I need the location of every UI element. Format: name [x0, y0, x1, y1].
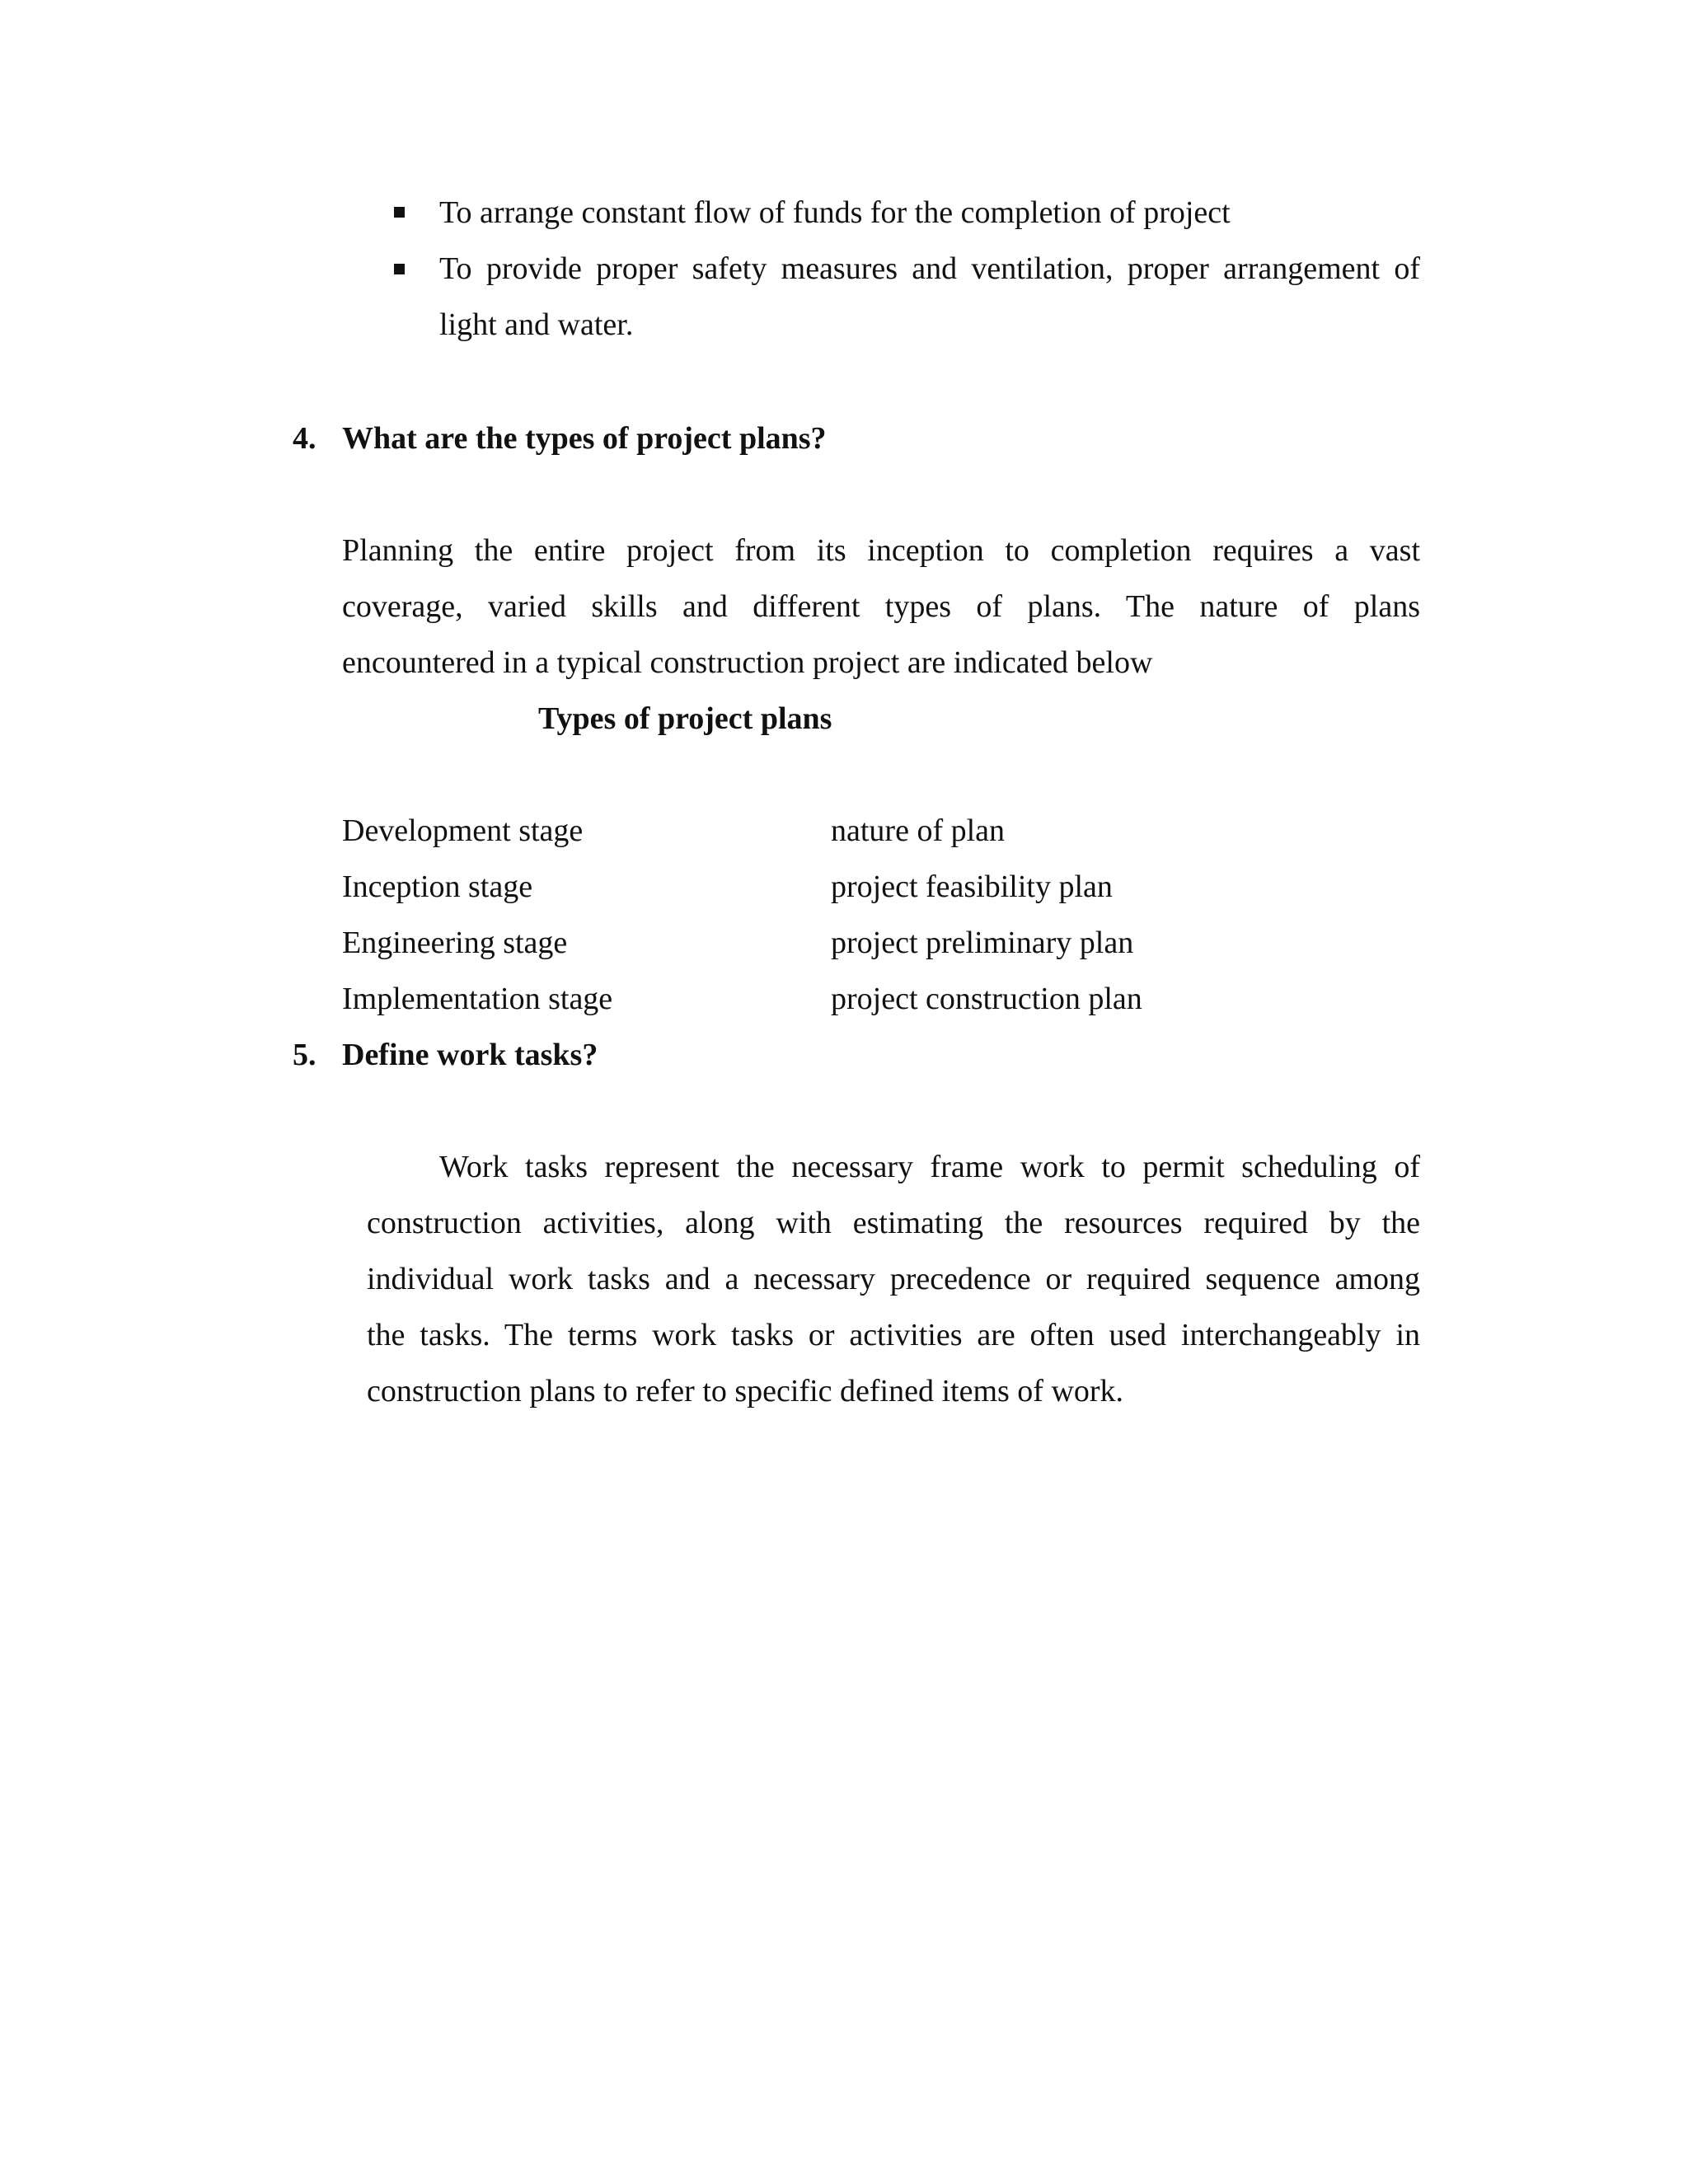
paragraph-line: encountered in a typical construction project are indicated below	[342, 645, 1153, 680]
paragraph-line: individual work tasks and a necessary precedence or required sequence among	[367, 1262, 1420, 1296]
table-cell-stage: Development stage	[342, 813, 584, 848]
table-cell-stage: Implementation stage	[342, 982, 613, 1016]
question-number: 4.	[293, 421, 316, 456]
question-number: 5.	[293, 1038, 316, 1072]
paragraph-line: Planning the entire project from its inception to completion requires a vast	[342, 533, 1420, 568]
paragraph-line: coverage, varied skills and different types of plans. The nature of plans	[342, 589, 1420, 624]
table-cell-stage: Engineering stage	[342, 926, 568, 960]
question-heading: Define work tasks?	[342, 1038, 598, 1072]
bullet-text: To provide proper safety measures and ventilation, proper arrangement of	[439, 251, 1420, 286]
table-cell-plan: project preliminary plan	[831, 926, 1134, 960]
bullet-text-continuation: light and water.	[439, 307, 634, 342]
table-cell-plan: nature of plan	[831, 813, 1006, 848]
paragraph-line: construction activities, along with estimating the resources required by the	[367, 1206, 1420, 1240]
paragraph-line: Work tasks represent the necessary frame work to permit scheduling of	[439, 1150, 1420, 1184]
bullet-text: To arrange constant flow of funds for the completion of project	[439, 195, 1231, 230]
question-heading: What are the types of project plans?	[342, 421, 827, 456]
table-cell-plan: project feasibility plan	[831, 869, 1113, 904]
bullet-square-icon	[394, 207, 405, 218]
table-cell-plan: project construction plan	[831, 982, 1142, 1016]
paragraph-line: the tasks. The terms work tasks or activities are often used interchangeably in	[367, 1318, 1420, 1352]
table-title: Types of project plans	[538, 701, 832, 736]
bullet-square-icon	[394, 264, 405, 274]
table-cell-stage: Inception stage	[342, 869, 533, 904]
paragraph-line: construction plans to refer to specific defined items of work.	[367, 1374, 1124, 1408]
